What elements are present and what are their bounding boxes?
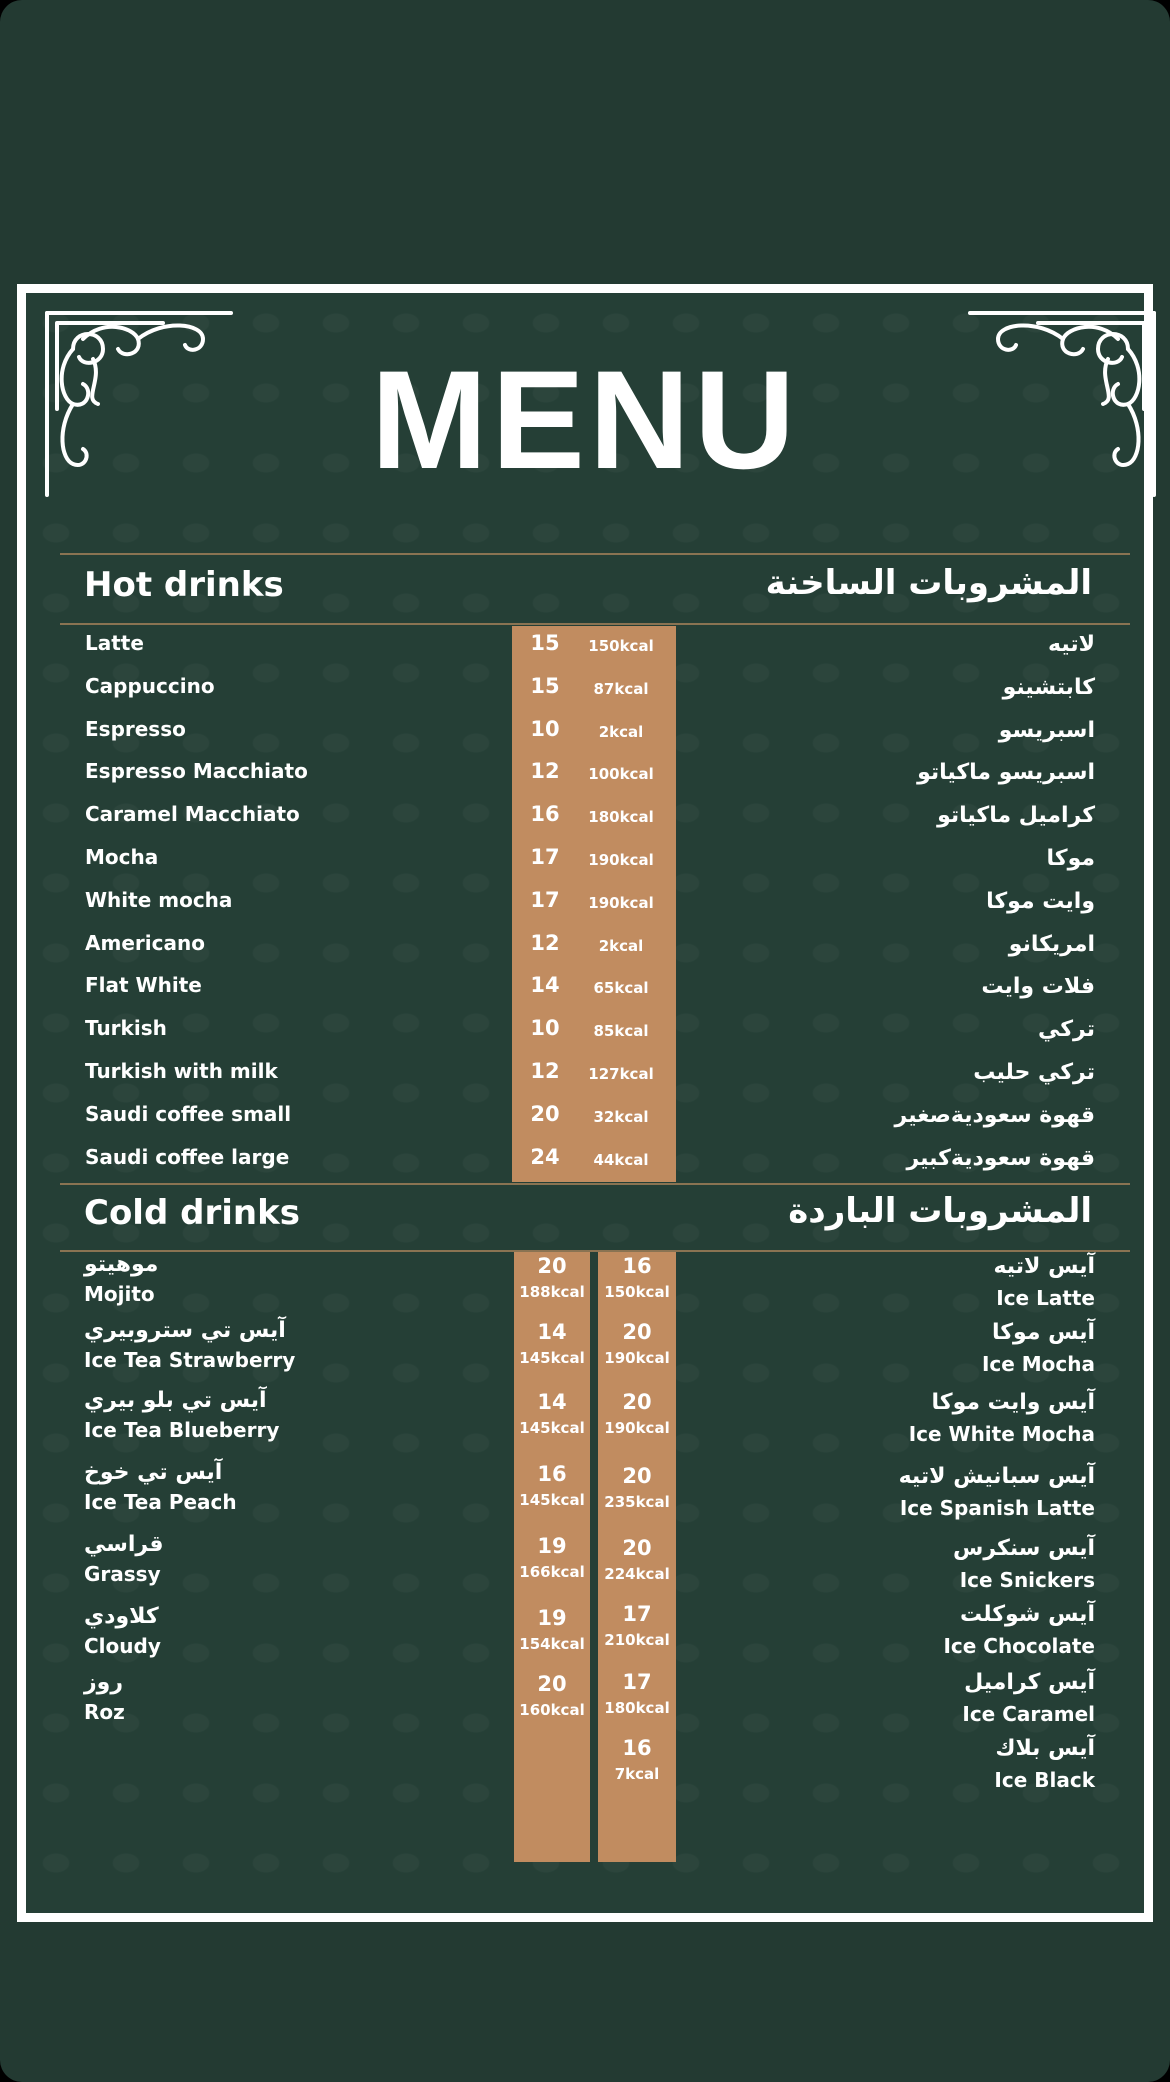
cold-left-item-name-ar: آيس تي ستروبيري — [84, 1318, 286, 1343]
cold-right-item-name-en: Ice Mocha — [981, 1352, 1095, 1376]
hot-item-price: 10 — [530, 1016, 560, 1041]
cold-right-item-kcal: 235kcal — [604, 1493, 670, 1511]
hot-item-name-ar: موكا — [1046, 846, 1095, 871]
hot-item-kcal: 44kcal — [593, 1150, 649, 1169]
cold-left-item-name-ar: كلاودي — [84, 1604, 159, 1629]
cold-left-item-name-ar: قراسي — [84, 1532, 164, 1557]
cold-heading-en: Cold drinks — [84, 1193, 300, 1233]
cold-right-item-name-ar: آيس وايت موكا — [931, 1390, 1095, 1415]
cold-right-item-price: 20 — [622, 1320, 652, 1344]
cold-left-item-kcal: 166kcal — [519, 1563, 585, 1581]
cold-left-item-kcal: 160kcal — [519, 1701, 585, 1719]
hot-item-price: 16 — [530, 802, 560, 827]
cold-divider-top — [60, 1183, 1130, 1185]
hot-item-name-en: Mocha — [85, 845, 159, 869]
hot-item-name-ar: قهوة سعوديةصغير — [894, 1102, 1095, 1128]
cold-left-item-name-en: Ice Tea Blueberry — [84, 1418, 280, 1442]
cold-left-item-name-en: Mojito — [84, 1282, 155, 1306]
cold-left-item-kcal: 145kcal — [519, 1349, 585, 1367]
hot-item-name-en: Saudi coffee small — [85, 1101, 292, 1126]
cold-left-item-kcal: 145kcal — [519, 1491, 585, 1509]
hot-item-kcal: 65kcal — [593, 979, 649, 998]
hot-item-price: 15 — [530, 673, 560, 698]
hot-item-name-en: Turkish with milk — [85, 1059, 278, 1083]
hot-item-name-ar: وايت موكا — [986, 888, 1095, 914]
cold-right-item-name-ar: آيس شوكلت — [959, 1602, 1095, 1627]
hot-item-name-ar: كابتشينو — [1002, 674, 1095, 700]
hot-heading-ar: المشروبات الساخنة — [765, 563, 1092, 603]
cold-right-item-kcal: 190kcal — [604, 1419, 670, 1437]
cold-left-item-name-ar: آيس تي بلو بيري — [84, 1388, 267, 1413]
hot-item-price: 12 — [530, 1059, 560, 1083]
hot-divider-top — [60, 553, 1130, 555]
cold-left-item-name-ar: روز — [84, 1670, 124, 1695]
hot-item-name-ar: كراميل ماكياتو — [937, 803, 1095, 829]
cold-right-item-price: 16 — [622, 1254, 652, 1278]
hot-item-kcal: 32kcal — [593, 1107, 649, 1126]
hot-item-name-ar: تركي حليب — [973, 1060, 1095, 1085]
hot-item-price: 12 — [530, 930, 560, 955]
hot-item-name-ar: اسبريسو — [998, 717, 1095, 743]
cold-right-item-price: 20 — [622, 1536, 652, 1560]
hot-item-kcal: 2kcal — [598, 936, 644, 955]
hot-item-price: 20 — [530, 1101, 560, 1126]
cold-right-item-price: 16 — [622, 1736, 652, 1760]
hot-item-name-ar: اسبريسو ماكياتو — [917, 760, 1095, 786]
cold-right-item-price: 17 — [622, 1670, 652, 1694]
menu-title: MENU — [370, 341, 800, 498]
hot-item-price: 15 — [530, 631, 560, 655]
cold-right-item-name-ar: آيس سبانيش لاتيه — [898, 1464, 1095, 1489]
hot-item-name-ar: امريكانو — [1008, 931, 1095, 957]
hot-item-name-ar: قهوة سعوديةكبير — [906, 1145, 1095, 1171]
cold-left-item-name-ar: آيس تي خوخ — [84, 1460, 223, 1485]
cold-right-item-kcal: 224kcal — [604, 1565, 670, 1583]
cold-right-item-name-en: Ice Spanish Latte — [899, 1496, 1095, 1520]
hot-divider-bottom — [60, 623, 1130, 625]
cold-left-item-name-ar: موهيتو — [84, 1252, 159, 1277]
hot-item-name-en: Espresso — [85, 716, 186, 741]
hot-heading-en: Hot drinks — [84, 565, 284, 605]
cold-right-item-kcal: 180kcal — [604, 1699, 670, 1717]
cold-right-item-kcal: 210kcal — [604, 1631, 670, 1649]
cold-right-item-name-en: Ice Black — [994, 1768, 1095, 1792]
cold-right-item-price: 20 — [622, 1390, 652, 1414]
cold-right-item-name-ar: آيس لاتيه — [993, 1254, 1095, 1279]
hot-item-price: 17 — [530, 887, 560, 912]
cold-left-item-name-en: Ice Tea Peach — [84, 1490, 237, 1514]
cold-right-item-name-en: Ice Chocolate — [943, 1634, 1095, 1658]
hot-item-name-ar: فلات وايت — [981, 974, 1095, 1000]
cold-right-item-kcal: 150kcal — [604, 1283, 670, 1301]
hot-item-kcal: 2kcal — [598, 722, 644, 741]
hot-item-name-en: Saudi coffee large — [85, 1144, 290, 1169]
cold-right-item-name-ar: آيس بلاك — [995, 1736, 1095, 1761]
cold-right-item-price: 17 — [622, 1602, 652, 1626]
cold-right-item-kcal: 7kcal — [614, 1765, 660, 1783]
cold-left-item-price: 20 — [537, 1254, 567, 1278]
hot-item-price: 17 — [530, 845, 560, 869]
cold-right-item-name-en: Ice White Mocha — [908, 1422, 1095, 1446]
hot-item-kcal: 85kcal — [593, 1022, 649, 1041]
cold-left-item-price: 14 — [537, 1320, 567, 1344]
hot-item-name-en: Americano — [85, 930, 205, 955]
cold-right-item-name-en: Ice Snickers — [959, 1568, 1095, 1592]
hot-item-name-en: Espresso Macchiato — [85, 759, 308, 784]
cold-left-item-kcal: 188kcal — [519, 1283, 585, 1301]
hot-item-kcal: 190kcal — [588, 851, 654, 869]
hot-item-name-en: Flat White — [85, 973, 202, 998]
cold-left-item-name-en: Roz — [84, 1700, 125, 1724]
cold-right-item-name-ar: آيس كراميل — [964, 1670, 1095, 1695]
cold-right-item-name-en: Ice Latte — [996, 1286, 1095, 1310]
hot-item-price: 24 — [530, 1144, 560, 1169]
cold-left-item-name-en: Grassy — [84, 1562, 161, 1586]
cold-left-item-price: 19 — [537, 1534, 567, 1558]
hot-item-kcal: 127kcal — [588, 1065, 654, 1083]
hot-item-name-ar: تركي — [1038, 1017, 1095, 1043]
hot-item-kcal: 100kcal — [588, 765, 654, 784]
cold-left-item-name-en: Ice Tea Strawberry — [84, 1348, 296, 1372]
cold-right-item-name-ar: آيس موكا — [991, 1320, 1095, 1345]
cold-left-item-price: 14 — [537, 1390, 567, 1414]
cold-left-item-kcal: 145kcal — [519, 1419, 585, 1437]
hot-item-kcal: 150kcal — [588, 637, 654, 655]
cold-right-item-name-ar: آيس سنكرس — [952, 1536, 1095, 1561]
cold-left-item-price: 20 — [537, 1672, 567, 1696]
cold-right-item-kcal: 190kcal — [604, 1349, 670, 1367]
hot-item-name-en: White mocha — [85, 887, 233, 912]
cold-left-item-kcal: 154kcal — [519, 1635, 585, 1653]
cold-right-item-name-en: Ice Caramel — [962, 1702, 1095, 1726]
hot-item-price: 10 — [530, 716, 560, 741]
hot-item-price: 12 — [530, 759, 560, 784]
hot-item-name-ar: لاتيه — [1048, 632, 1095, 657]
cold-right-item-price: 20 — [622, 1464, 652, 1488]
hot-item-name-en: Caramel Macchiato — [85, 802, 300, 827]
hot-item-name-en: Turkish — [85, 1016, 167, 1041]
hot-item-name-en: Latte — [85, 631, 144, 655]
hot-item-kcal: 190kcal — [588, 893, 654, 912]
hot-item-name-en: Cappuccino — [85, 673, 215, 698]
hot-item-price: 14 — [530, 973, 560, 998]
cold-left-item-price: 19 — [537, 1606, 567, 1630]
cold-left-item-price: 16 — [537, 1462, 567, 1486]
cold-heading-ar: المشروبات الباردة — [788, 1191, 1092, 1231]
cold-left-item-name-en: Cloudy — [84, 1634, 161, 1658]
hot-item-kcal: 87kcal — [593, 679, 649, 698]
hot-item-kcal: 180kcal — [588, 808, 654, 827]
